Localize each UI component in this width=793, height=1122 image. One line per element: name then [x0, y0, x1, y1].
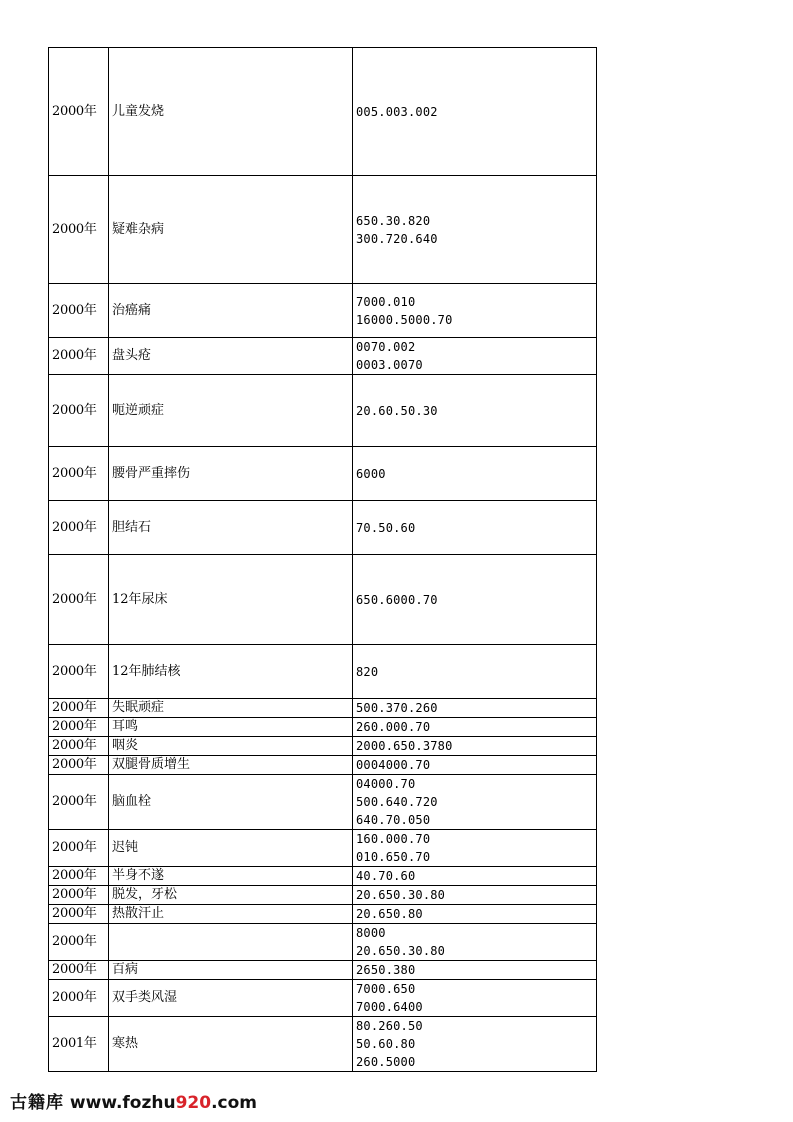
code-line: 160.000.70 [356, 832, 431, 846]
code-line: 50.60.80 [356, 1037, 416, 1051]
year-cell: 2000年 [49, 501, 109, 555]
year-cell: 2000年 [49, 756, 109, 775]
code-cell [353, 961, 597, 980]
code-line: 8000 [356, 926, 386, 940]
ailment-cell: 腰骨严重摔伤 [109, 447, 353, 501]
remedy-table [48, 47, 597, 1072]
code-cell [353, 886, 597, 905]
year-cell: 2000年 [49, 961, 109, 980]
code-cell [353, 1017, 597, 1072]
ailment-cell: 耳鸣 [109, 718, 353, 737]
code-line: 500.370.260 [356, 701, 438, 715]
code-line: 20.650.80 [356, 907, 423, 921]
ailment-cell: 12年肺结核 [109, 645, 353, 699]
year-cell: 2000年 [49, 775, 109, 830]
watermark-url-number: 920 [175, 1093, 212, 1113]
code-line: 500.640.720 [356, 795, 438, 809]
code-line: 005.003.002 [356, 104, 438, 119]
year-cell: 2000年 [49, 924, 109, 961]
table-row [49, 338, 597, 375]
ailment-cell: 脱发，牙松 [109, 886, 353, 905]
code-cell [353, 718, 597, 737]
year-cell: 2000年 [49, 48, 109, 176]
table-row [49, 756, 597, 775]
code-line: 7000.6400 [356, 1000, 423, 1014]
ailment-cell: 寒热 [109, 1017, 353, 1072]
code-cell [353, 375, 597, 447]
ailment-cell: 咽炎 [109, 737, 353, 756]
table-row [49, 737, 597, 756]
ailment-cell: 治癌痛 [109, 284, 353, 338]
code-line: 6000 [356, 466, 386, 481]
ailment-cell [109, 924, 353, 961]
year-cell: 2000年 [49, 886, 109, 905]
year-cell: 2000年 [49, 830, 109, 867]
ailment-cell: 双腿骨质增生 [109, 756, 353, 775]
code-line: 40.70.60 [356, 869, 416, 883]
code-line: 820 [356, 664, 379, 679]
code-line: 2650.380 [356, 963, 416, 977]
year-cell: 2000年 [49, 737, 109, 756]
ailment-cell: 失眠顽症 [109, 699, 353, 718]
code-line: 70.50.60 [356, 520, 416, 535]
ailment-cell: 迟钝 [109, 830, 353, 867]
code-line: 7000.650 [356, 982, 416, 996]
year-cell: 2000年 [49, 718, 109, 737]
code-cell [353, 501, 597, 555]
year-cell: 2000年 [49, 284, 109, 338]
code-cell [353, 756, 597, 775]
year-cell: 2000年 [49, 338, 109, 375]
code-line: 04000.70 [356, 777, 416, 791]
table-row [49, 905, 597, 924]
ailment-cell: 呃逆顽症 [109, 375, 353, 447]
year-cell: 2000年 [49, 905, 109, 924]
table-row [49, 699, 597, 718]
year-cell: 2000年 [49, 447, 109, 501]
ailment-cell: 半身不遂 [109, 867, 353, 886]
table-row [49, 980, 597, 1017]
ailment-cell: 双手类风湿 [109, 980, 353, 1017]
year-cell: 2001年 [49, 1017, 109, 1072]
code-line: 2000.650.3780 [356, 739, 453, 753]
table-row [49, 501, 597, 555]
code-line: 0003.0070 [356, 358, 423, 372]
watermark-brand: 古籍库 [10, 1093, 64, 1113]
table-row [49, 961, 597, 980]
code-line: 640.70.050 [356, 813, 431, 827]
table-row [49, 718, 597, 737]
code-line: 20.60.50.30 [356, 403, 438, 418]
code-line: 0004000.70 [356, 758, 431, 772]
ailment-cell: 百病 [109, 961, 353, 980]
table-row [49, 886, 597, 905]
code-cell [353, 830, 597, 867]
site-watermark [10, 1088, 257, 1113]
year-cell: 2000年 [49, 645, 109, 699]
year-cell: 2000年 [49, 867, 109, 886]
code-cell [353, 447, 597, 501]
ailment-cell: 胆结石 [109, 501, 353, 555]
code-cell [353, 980, 597, 1017]
table-row [49, 924, 597, 961]
year-cell: 2000年 [49, 555, 109, 645]
table-row [49, 830, 597, 867]
table-row [49, 375, 597, 447]
table-row [49, 447, 597, 501]
year-cell: 2000年 [49, 176, 109, 284]
table-row [49, 176, 597, 284]
code-line: 20.650.30.80 [356, 888, 446, 902]
code-line: 0070.002 [356, 340, 416, 354]
code-cell [353, 905, 597, 924]
code-cell [353, 338, 597, 375]
ailment-cell: 儿童发烧 [109, 48, 353, 176]
code-line: 260.5000 [356, 1055, 416, 1069]
table-row [49, 867, 597, 886]
code-cell [353, 699, 597, 718]
table-row [49, 48, 597, 176]
code-cell [353, 645, 597, 699]
table-row [49, 555, 597, 645]
code-cell [353, 737, 597, 756]
code-cell [353, 775, 597, 830]
table-row [49, 645, 597, 699]
table-row [49, 775, 597, 830]
code-cell [353, 555, 597, 645]
watermark-url-prefix: www.fozhu [69, 1093, 176, 1113]
code-cell [353, 284, 597, 338]
code-line: 7000.010 [356, 294, 416, 309]
ailment-cell: 疑难杂病 [109, 176, 353, 284]
year-cell: 2000年 [49, 980, 109, 1017]
code-cell [353, 48, 597, 176]
code-line: 260.000.70 [356, 720, 431, 734]
watermark-url-suffix: .com [211, 1093, 258, 1113]
year-cell: 2000年 [49, 375, 109, 447]
ailment-cell: 12年尿床 [109, 555, 353, 645]
code-line: 650.30.820 [356, 213, 431, 228]
code-line: 80.260.50 [356, 1019, 423, 1033]
code-line: 16000.5000.70 [356, 312, 453, 327]
ailment-cell: 热散汗止 [109, 905, 353, 924]
year-cell: 2000年 [49, 699, 109, 718]
ailment-cell: 脑血栓 [109, 775, 353, 830]
table-row [49, 1017, 597, 1072]
ailment-cell: 盘头疮 [109, 338, 353, 375]
code-line: 300.720.640 [356, 231, 438, 246]
code-line: 20.650.30.80 [356, 944, 446, 958]
code-line: 010.650.70 [356, 850, 431, 864]
code-cell [353, 867, 597, 886]
code-line: 650.6000.70 [356, 592, 438, 607]
table-row [49, 284, 597, 338]
code-cell [353, 176, 597, 284]
code-cell [353, 924, 597, 961]
